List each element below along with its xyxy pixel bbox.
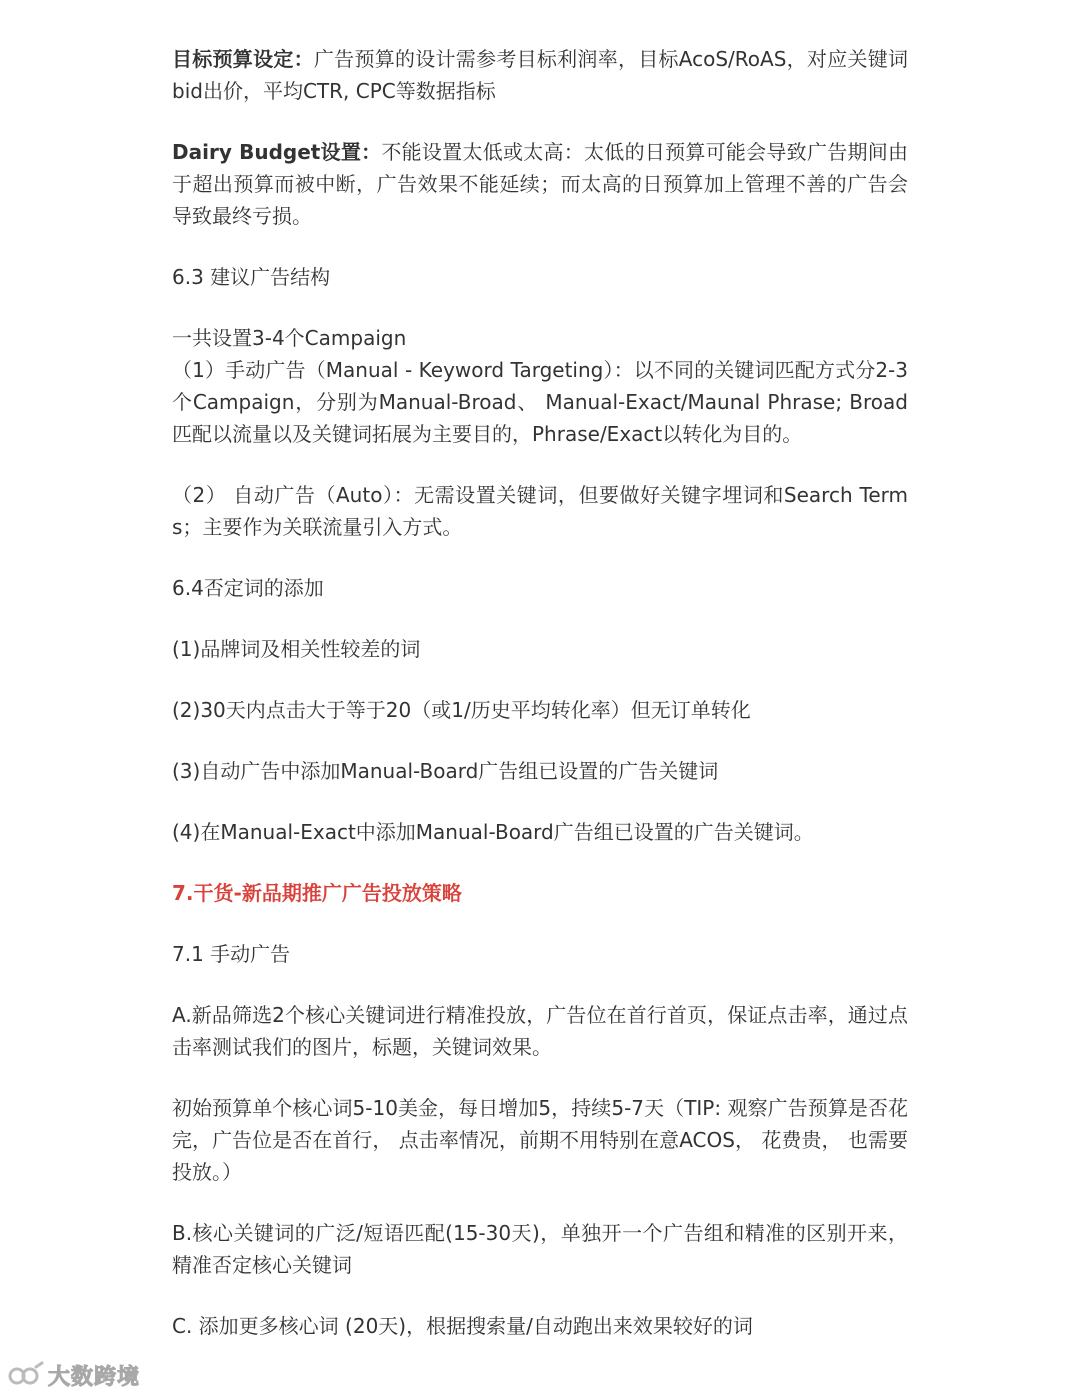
watermark-text: 大数跨境 — [48, 1364, 141, 1390]
negative-keyword-3: (3)自动广告中添加Manual-Board广告组已设置的广告关键词 — [172, 759, 719, 783]
text-dairy-budget: 不能设置太低或太高：太低的日预算可能会导致广告期间由于超出预算而被中断，广告效果不能延续；而太高的日预算加上管理不善的广告会导致最终亏损。 — [172, 140, 909, 228]
heading-6-4: 6.4否定词的添加 — [172, 576, 324, 600]
paragraph-auto-campaign: （2） 自动广告（Auto）：无需设置关键词，但要做好关键字埋词和Search Terms；主要作为关联流量引入方式。 — [172, 483, 908, 539]
text-target-budget: 广告预算的设计需参考目标利润率，目标AcoS/RoAS，对应关键词bid出价，平均CTR, CPC等数据指标 — [172, 47, 909, 103]
watermark — [8, 1358, 140, 1392]
negative-keyword-4: (4)在Manual-Exact中添加Manual-Board广告组已设置的广告关键词。 — [172, 820, 814, 844]
paragraph-dairy-budget — [172, 136, 908, 232]
paragraph-step-c: C. 添加更多核心词 (20天)，根据搜索量/自动跑出来效果较好的词 — [172, 1314, 753, 1338]
heading-7-1: 7.1 手动广告 — [172, 942, 291, 966]
label-target-budget: 目标预算设定： — [172, 47, 314, 71]
article-body — [172, 43, 908, 1342]
paragraph-target-budget — [172, 43, 908, 107]
negative-keyword-1: (1)品牌词及相关性较差的词 — [172, 637, 421, 661]
paragraph-step-a: A.新品筛选2个核心关键词进行精准投放，广告位在首行首页，保证点击率，通过点击率测试我们的图片，标题，关键词效果。 — [172, 1003, 908, 1059]
paragraph-step-b: B.核心关键词的广泛/短语匹配(15-30天)，单独开一个广告组和精准的区别开来，精准否定核心关键词 — [172, 1221, 908, 1277]
paragraph-initial-budget: 初始预算单个核心词5-10美金，每日增加5，持续5-7天（TIP: 观察广告预算是否花完，广告位是否在首行， 点击率情况，前期不用特别在意ACOS， 花费贵， 也需要投放。） — [172, 1096, 908, 1184]
text-manual-campaign: （1）手动广告（Manual - Keyword Targeting）：以不同的关键词匹配方式分2-3个Campaign，分别为Manual-Broad、 Manual-Exact/Maunal Phrase; Broad匹配以流量以及关键词拓展为主要目的，Phrase/Exact以转化为目的。 — [172, 358, 908, 446]
negative-keyword-2: (2)30天内点击大于等于20（或1/历史平均转化率）但无订单转化 — [172, 698, 751, 722]
watermark-logo-icon — [8, 1361, 44, 1389]
heading-6-3: 6.3 建议广告结构 — [172, 265, 331, 289]
text-campaign-count: 一共设置3-4个Campaign — [172, 326, 407, 350]
heading-7: 7.干货-新品期推广广告投放策略 — [172, 881, 462, 905]
label-dairy-budget: Dairy Budget设置： — [172, 140, 382, 164]
paragraph-campaign-structure — [172, 322, 908, 450]
